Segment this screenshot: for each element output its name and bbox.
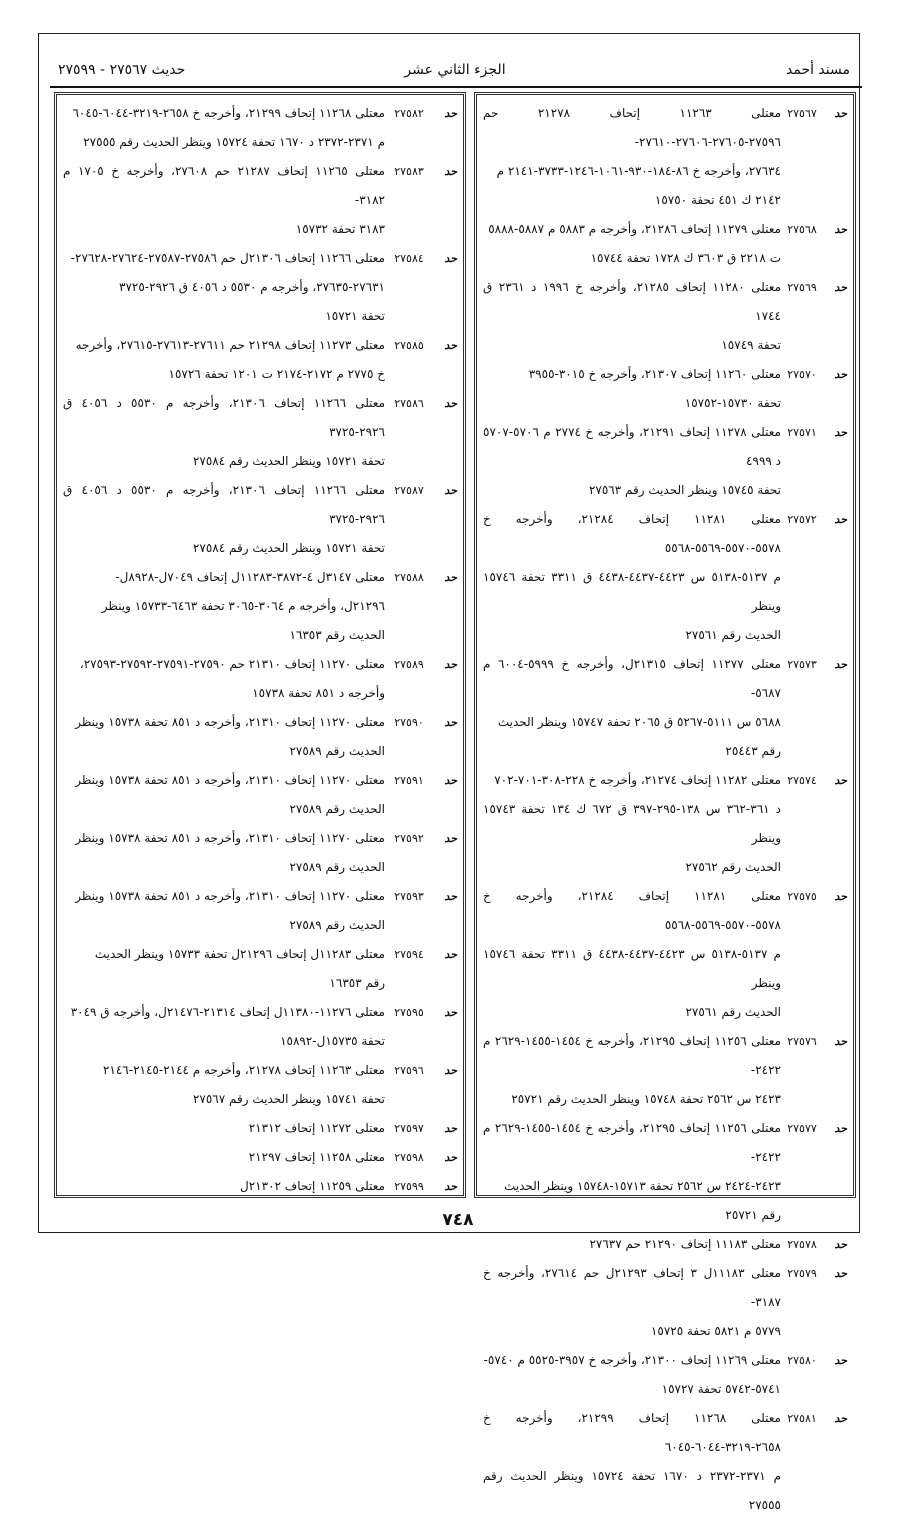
hadith-number: ٢٧٥٧٣ bbox=[787, 658, 817, 671]
hadith-entry bbox=[63, 708, 457, 766]
hadith-number: ٢٧٥٧٩ bbox=[787, 1267, 817, 1280]
hadith-tag: حد bbox=[834, 368, 847, 381]
volume-title: الجزء الثاني عشر bbox=[404, 62, 506, 78]
hadith-references: معتلى ١١٢٨٠ إتحاف ٢١٢٨٥، وأخرجه خ ١٩٩٦ د ٢٣٦١ ق ١٧٤٤ تحفة ١٥٧٤٩ bbox=[483, 280, 781, 352]
hadith-entry bbox=[63, 650, 457, 708]
hadith-number: ٢٧٥٨٨ bbox=[394, 571, 424, 584]
hadith-number: ٢٧٥٨٩ bbox=[394, 658, 424, 671]
hadith-number: ٢٧٥٩٩ bbox=[394, 1180, 424, 1193]
hadith-tag: حد bbox=[444, 832, 457, 845]
hadith-entry bbox=[483, 99, 847, 215]
hadith-tag: حد bbox=[444, 484, 457, 497]
hadith-number: ٢٧٥٧٦ bbox=[787, 1035, 817, 1048]
hadith-tag: حد bbox=[444, 948, 457, 961]
hadith-tag: حد bbox=[444, 1180, 457, 1193]
hadith-entry bbox=[483, 273, 847, 360]
hadith-entry bbox=[483, 1027, 847, 1114]
hadith-references: معتلى ١١٢٧٨ إتحاف ٢١٢٩١، وأخرجه خ ٢٧٧٤ م ٥٧٠٦-٥٧٠٧ د ٤٩٩٩ تحفة ١٥٧٤٥ وينظر الحديث رقم ٢٧٥٦٣ bbox=[483, 425, 781, 497]
hadith-entry bbox=[483, 360, 847, 418]
hadith-tag: حد bbox=[444, 252, 457, 265]
hadith-entry bbox=[63, 1143, 457, 1172]
hadith-references: معتلى ١١٢٦٣ إتحاف ٢١٢٧٨، وأخرجه م ٢١٤٤-٢١٤٥-٢١٤٦ تحفة ١٥٧٤١ وينظر الحديث رقم ٢٧٥٦٧ bbox=[102, 1063, 385, 1106]
hadith-number: ٢٧٥٨٤ bbox=[394, 252, 424, 265]
hadith-references: معتلى ١١٢٧٠ إتحاف ٢١٣١٠، وأخرجه د ٨٥١ تحفة ١٥٧٣٨ وينظر الحديث رقم ٢٧٥٨٩ bbox=[75, 831, 385, 874]
hadith-references: معتلى ١١٢٦٨ إتحاف ٢١٢٩٩، وأخرجه خ ٢٦٥٨-٣٢١٩-٦٠٤٤-٦٠٤٥ م ٢٣٧١-٢٣٧٢ د ١٦٧٠ تحفة ١٥٧٢٤ وينظر الحديث رقم ٢٧٥٥٥ bbox=[72, 106, 385, 149]
hadith-number: ٢٧٥٦٩ bbox=[787, 281, 817, 294]
hadith-number: ٢٧٥٨٢ bbox=[394, 107, 424, 120]
hadith-entry bbox=[483, 505, 847, 650]
hadith-entry bbox=[483, 215, 847, 273]
hadith-tag: حد bbox=[444, 658, 457, 671]
page-header bbox=[52, 62, 858, 84]
hadith-tag: حد bbox=[834, 426, 847, 439]
left-column bbox=[54, 92, 466, 1198]
hadith-tag: حد bbox=[444, 1006, 457, 1019]
hadith-references: معتلى ١١٢٧٢ إتحاف ٢١٣١٢ bbox=[248, 1121, 385, 1135]
hadith-entry bbox=[483, 1404, 847, 1520]
hadith-range: حديث ٢٧٥٦٧ - ٢٧٥٩٩ bbox=[58, 62, 186, 78]
hadith-tag: حد bbox=[834, 281, 847, 294]
hadith-tag: حد bbox=[444, 890, 457, 903]
hadith-tag: حد bbox=[834, 1122, 847, 1135]
hadith-tag: حد bbox=[834, 107, 847, 120]
hadith-number: ٢٧٥٨٧ bbox=[394, 484, 424, 497]
hadith-entry bbox=[63, 389, 457, 476]
hadith-entry bbox=[63, 1056, 457, 1114]
hadith-references: معتلى ١١١٨٣ل ٣ إتحاف ٢١٢٩٣ل حم ٢٧٦١٤، وأخرجه خ ٣١٨٧- ٥٧٧٩ م ٥٨٢١ تحفة ١٥٧٢٥ bbox=[483, 1266, 781, 1338]
hadith-entry bbox=[483, 882, 847, 1027]
hadith-references: معتلى ١١٢٦٦ إتحاف ٢١٣٠٦ل حم ٢٧٥٨٦-٢٧٥٨٧-٢٧٦٢٤-٢٧٦٢٨- ٢٧٦٣١-٢٧٦٣٥، وأخرجه م ٥٥٣٠ د ٤٠٥٦ ق ٢٩٢٦-٣٧٢٥ تحفة ١٥٧٢١ bbox=[70, 251, 385, 323]
hadith-entry bbox=[63, 766, 457, 824]
hadith-entry bbox=[63, 99, 457, 157]
hadith-references: معتلى ١١٢٥٦ إتحاف ٢١٢٩٥، وأخرجه خ ١٤٥٤-١٤٥٥-٢٦٢٩ م ٢٤٢٢- ٢٤٢٣-٢٤٢٤ س ٢٥٦٢ تحفة ١٥٧١٣-١٥٧٤٨ وينظر الحديث رقم ٢٥٧٢١ bbox=[483, 1121, 781, 1222]
hadith-number: ٢٧٥٧٢ bbox=[787, 513, 817, 526]
hadith-references: معتلى ١١٢٥٩ إتحاف ٢١٣٠٢ل bbox=[240, 1179, 385, 1193]
hadith-tag: حد bbox=[834, 658, 847, 671]
right-column bbox=[474, 92, 856, 1512]
hadith-number: ٢٧٥٩٠ bbox=[394, 716, 424, 729]
hadith-tag: حد bbox=[444, 1151, 457, 1164]
hadith-references: معتلى ١١٢٦٠ إتحاف ٢١٣٠٧، وأخرجه خ ٣٠١٥-٣٩٥٥ تحفة ١٥٧٣٠-١٥٧٥٢ bbox=[528, 367, 781, 410]
hadith-tag: حد bbox=[444, 1064, 457, 1077]
hadith-references: معتلى ١١٢٧٠ إتحاف ٢١٣١٠، وأخرجه د ٨٥١ تحفة ١٥٧٣٨ وينظر الحديث رقم ٢٧٥٨٩ bbox=[75, 773, 385, 816]
hadith-references: معتلى ١١٢٧٠ إتحاف ٢١٣١٠، وأخرجه د ٨٥١ تحفة ١٥٧٣٨ وينظر الحديث رقم ٢٧٥٨٩ bbox=[75, 889, 385, 932]
header-rule bbox=[50, 86, 862, 88]
hadith-tag: حد bbox=[444, 107, 457, 120]
hadith-references: معتلى ١١٢٦٦ إتحاف ٢١٣٠٦، وأخرجه م ٥٥٣٠ د ٤٠٥٦ ق ٢٩٢٦-٣٧٢٥ تحفة ١٥٧٢١ وينظر الحديث رقم ٢٧٥٨٤ bbox=[63, 483, 385, 555]
hadith-tag: حد bbox=[444, 571, 457, 584]
hadith-entry bbox=[63, 1172, 457, 1201]
hadith-references: معتلى ١١٢٨٢ إتحاف ٢١٢٧٤، وأخرجه خ ٢٢٨-٣٠٨-٧٠١-٧٠٢ د ٣٦١-٣٦٢ س ١٣٨-٢٩٥-٣٩٧ ق ٦٧٢ ك ١٣٤ تحفة ١٥٧٤٣ وينظر الحديث رقم ٢٧٥٦٢ bbox=[483, 773, 781, 874]
hadith-number: ٢٧٥٩٨ bbox=[394, 1151, 424, 1164]
hadith-number: ٢٧٥٨٣ bbox=[394, 165, 424, 178]
hadith-references: معتلى ١١٢٧٧ إتحاف ٢١٣١٥ل، وأخرجه خ ٥٩٩٩-٦٠٠٤ م ٥٦٨٧- ٥٦٨٨ س ٥١١١-٥٢٦٧ ق ٢٠٦٥ تحفة ١٥٧٤٧ وينظر الحديث رقم ٢٥٤٤٣ bbox=[483, 657, 781, 758]
hadith-number: ٢٧٥٧٥ bbox=[787, 890, 817, 903]
hadith-tag: حد bbox=[444, 165, 457, 178]
hadith-tag: حد bbox=[834, 223, 847, 236]
hadith-references: معتلى ١١٢٦٨ إتحاف ٢١٢٩٩، وأخرجه خ ٢٦٥٨-٣٢١٩-٦٠٤٤-٦٠٤٥ م ٢٣٧١-٢٣٧٢ د ١٦٧٠ تحفة ١٥٧٢٤ وينظر الحديث رقم ٢٧٥٥٥ bbox=[483, 1411, 781, 1512]
hadith-entry bbox=[63, 476, 457, 563]
hadith-entry bbox=[63, 824, 457, 882]
hadith-references: معتلى ١١٢٧٩ إتحاف ٢١٢٨٦، وأخرجه م ٥٨٨٣ م ٥٨٨٧-٥٨٨٨ ت ٢٢١٨ ق ٣٦٠٣ ك ١٧٢٨ تحفة ١٥٧٤٤ bbox=[488, 222, 781, 265]
hadith-number: ٢٧٥٩٥ bbox=[394, 1006, 424, 1019]
hadith-entry bbox=[63, 998, 457, 1056]
hadith-number: ٢٧٥٧١ bbox=[787, 426, 817, 439]
hadith-entry bbox=[63, 563, 457, 650]
hadith-number: ٢٧٥٨٥ bbox=[394, 339, 424, 352]
hadith-number: ٢٧٥٧٧ bbox=[787, 1122, 817, 1135]
hadith-entry bbox=[63, 882, 457, 940]
hadith-references: معتلى ١١٢٦٩ إتحاف ٢١٣٠٠، وأخرجه خ ٣٩٥٧-٥٥٢٥ م ٥٧٤٠- ٥٧٤١-٥٧٤٢ تحفة ١٥٧٢٧ bbox=[483, 1353, 781, 1396]
hadith-tag: حد bbox=[444, 339, 457, 352]
hadith-tag: حد bbox=[834, 1238, 847, 1251]
hadith-references: معتلى ١١٢٧٠ إتحاف ٢١٣١٠ حم ٢٧٥٩٠-٢٧٥٩١-٢٧٥٩٢-٢٧٥٩٣، وأخرجه د ٨٥١ تحفة ١٥٧٣٨ bbox=[79, 657, 385, 700]
hadith-references: معتلى ١١٢٥٨ إتحاف ٢١٢٩٧ bbox=[248, 1150, 385, 1164]
hadith-tag: حد bbox=[444, 397, 457, 410]
hadith-number: ٢٧٥٧٤ bbox=[787, 774, 817, 787]
hadith-references: معتلى ١١٢٨١ إتحاف ٢١٢٨٤، وأخرجه خ ٥٥٧٨-٥٥٧٠-٥٥٦٩-٥٥٦٨ م ٥١٣٧-٥١٣٨ س ٤٤٢٣-٤٤٣٧-٤٤٣٨ ق ٣٣١١ تحفة ١٥٧٤٦ وينظر الحديث رقم ٢٧٥٦١ bbox=[483, 889, 781, 1019]
hadith-references: معتلى ١١٢٥٦ إتحاف ٢١٢٩٥، وأخرجه خ ١٤٥٤-١٤٥٥-٢٦٢٩ م ٢٤٢٢- ٢٤٢٣ س ٢٥٦٢ تحفة ١٥٧٤٨ وينظر الحديث رقم ٢٥٧٢١ bbox=[483, 1034, 781, 1106]
hadith-entry bbox=[63, 1114, 457, 1143]
hadith-tag: حد bbox=[834, 774, 847, 787]
hadith-references: معتلى ١١٢٨١ إتحاف ٢١٢٨٤، وأخرجه خ ٥٥٧٨-٥٥٧٠-٥٥٦٩-٥٥٦٨ م ٥١٣٧-٥١٣٨ س ٤٤٢٣-٤٤٣٧-٤٤٣٨ ق ٣٣١١ تحفة ١٥٧٤٦ وينظر الحديث رقم ٢٧٥٦١ bbox=[483, 512, 781, 642]
hadith-number: ٢٧٥٩١ bbox=[394, 774, 424, 787]
hadith-tag: حد bbox=[834, 1267, 847, 1280]
hadith-references: معتلى ١١٢٦٥ إتحاف ٢١٢٨٧ حم ٢٧٦٠٨، وأخرجه خ ١٧٠٥ م ٣١٨٢- ٣١٨٣ تحفة ١٥٧٣٢ bbox=[63, 164, 385, 236]
hadith-references: معتلى ١١١٨٣ إتحاف ٢١٢٩٠ حم ٢٧٦٣٧ bbox=[589, 1237, 781, 1251]
hadith-tag: حد bbox=[834, 1035, 847, 1048]
hadith-references: معتلى ١١٢٧٠ إتحاف ٢١٣١٠، وأخرجه د ٨٥١ تحفة ١٥٧٣٨ وينظر الحديث رقم ٢٧٥٨٩ bbox=[75, 715, 385, 758]
hadith-entry bbox=[63, 331, 457, 389]
hadith-number: ٢٧٥٦٧ bbox=[787, 107, 817, 120]
hadith-number: ٢٧٥٨٦ bbox=[394, 397, 424, 410]
hadith-entry bbox=[63, 244, 457, 331]
hadith-number: ٢٧٥٦٨ bbox=[787, 223, 817, 236]
hadith-entry bbox=[63, 940, 457, 998]
hadith-entry bbox=[483, 1346, 847, 1404]
hadith-number: ٢٧٥٩٦ bbox=[394, 1064, 424, 1077]
hadith-entry bbox=[483, 418, 847, 505]
hadith-entry bbox=[483, 1259, 847, 1346]
hadith-tag: حد bbox=[444, 774, 457, 787]
hadith-tag: حد bbox=[444, 716, 457, 729]
page-number: ٧٤٨ bbox=[442, 1210, 474, 1230]
hadith-number: ٢٧٥٧٨ bbox=[787, 1238, 817, 1251]
hadith-entry bbox=[483, 766, 847, 882]
hadith-tag: حد bbox=[834, 890, 847, 903]
hadith-tag: حد bbox=[834, 513, 847, 526]
hadith-references: معتلى ١١٢٨٣ل إتحاف ٢١٢٩٦ل تحفة ١٥٧٣٣ وينظر الحديث رقم ١٦٣٥٣ bbox=[94, 947, 385, 990]
hadith-tag: حد bbox=[444, 1122, 457, 1135]
hadith-references: معتلى ٣١٤٧ل ٤-٣٨٧٢-١١٢٨٣ل إتحاف ٧٠٤٩ل-٨٩٢٨ل- ٢١٢٩٦ل، وأخرجه م ٣٠٦٤-٣٠٦٥ تحفة ٦٤٦٣-١٥٧٣٣ وينظر الحديث رقم ١٦٣٥٣ bbox=[101, 570, 385, 642]
hadith-number: ٢٧٥٩٧ bbox=[394, 1122, 424, 1135]
hadith-number: ٢٧٥٨١ bbox=[787, 1412, 817, 1425]
hadith-number: ٢٧٥٩٣ bbox=[394, 890, 424, 903]
hadith-entry bbox=[63, 157, 457, 244]
hadith-number: ٢٧٥٧٠ bbox=[787, 368, 817, 381]
hadith-entry bbox=[483, 650, 847, 766]
hadith-number: ٢٧٥٩٢ bbox=[394, 832, 424, 845]
hadith-number: ٢٧٥٨٠ bbox=[787, 1354, 817, 1367]
hadith-tag: حد bbox=[834, 1412, 847, 1425]
hadith-tag: حد bbox=[834, 1354, 847, 1367]
hadith-references: معتلى ١١٢٦٦ إتحاف ٢١٣٠٦، وأخرجه م ٥٥٣٠ د ٤٠٥٦ ق ٢٩٢٦-٣٧٢٥ تحفة ١٥٧٢١ وينظر الحديث رقم ٢٧٥٨٤ bbox=[63, 396, 385, 468]
book-title: مسند أحمد bbox=[786, 62, 850, 78]
hadith-number: ٢٧٥٩٤ bbox=[394, 948, 424, 961]
hadith-entry bbox=[483, 1230, 847, 1259]
hadith-references: معتلى ١١٢٦٣ إتحاف ٢١٢٧٨ حم ٢٧٥٩٦-٢٧٦٠٥-٢٧٦٠٦-٢٧٦١٠- ٢٧٦٣٤، وأخرجه خ ٨٦-١٨٤-٩٣٠-١٠٦١-١٢٤٦-٣٧٣٣-٢١٤١ م ٢١٤٢ ك ٤٥١ تحفة ١٥٧٥٠ bbox=[483, 106, 781, 207]
hadith-references: معتلى ١١٢٧٣ إتحاف ٢١٢٩٨ حم ٢٧٦١١-٢٧٦١٣-٢٧٦١٥، وأخرجه خ ٢٧٧٥ م ٢١٧٢-٢١٧٤ ت ١٢٠١ تحفة ١٥٧٢٦ bbox=[75, 338, 385, 381]
hadith-references: معتلى ١١٢٧٦-١١٣٨٠ل إتحاف ٢١٣١٤-٢١٤٧٦ل، وأخرجه ق ٣٠٤٩ تحفة ١٥٧٣٥ل-١٥٨٩٢ bbox=[70, 1005, 385, 1048]
